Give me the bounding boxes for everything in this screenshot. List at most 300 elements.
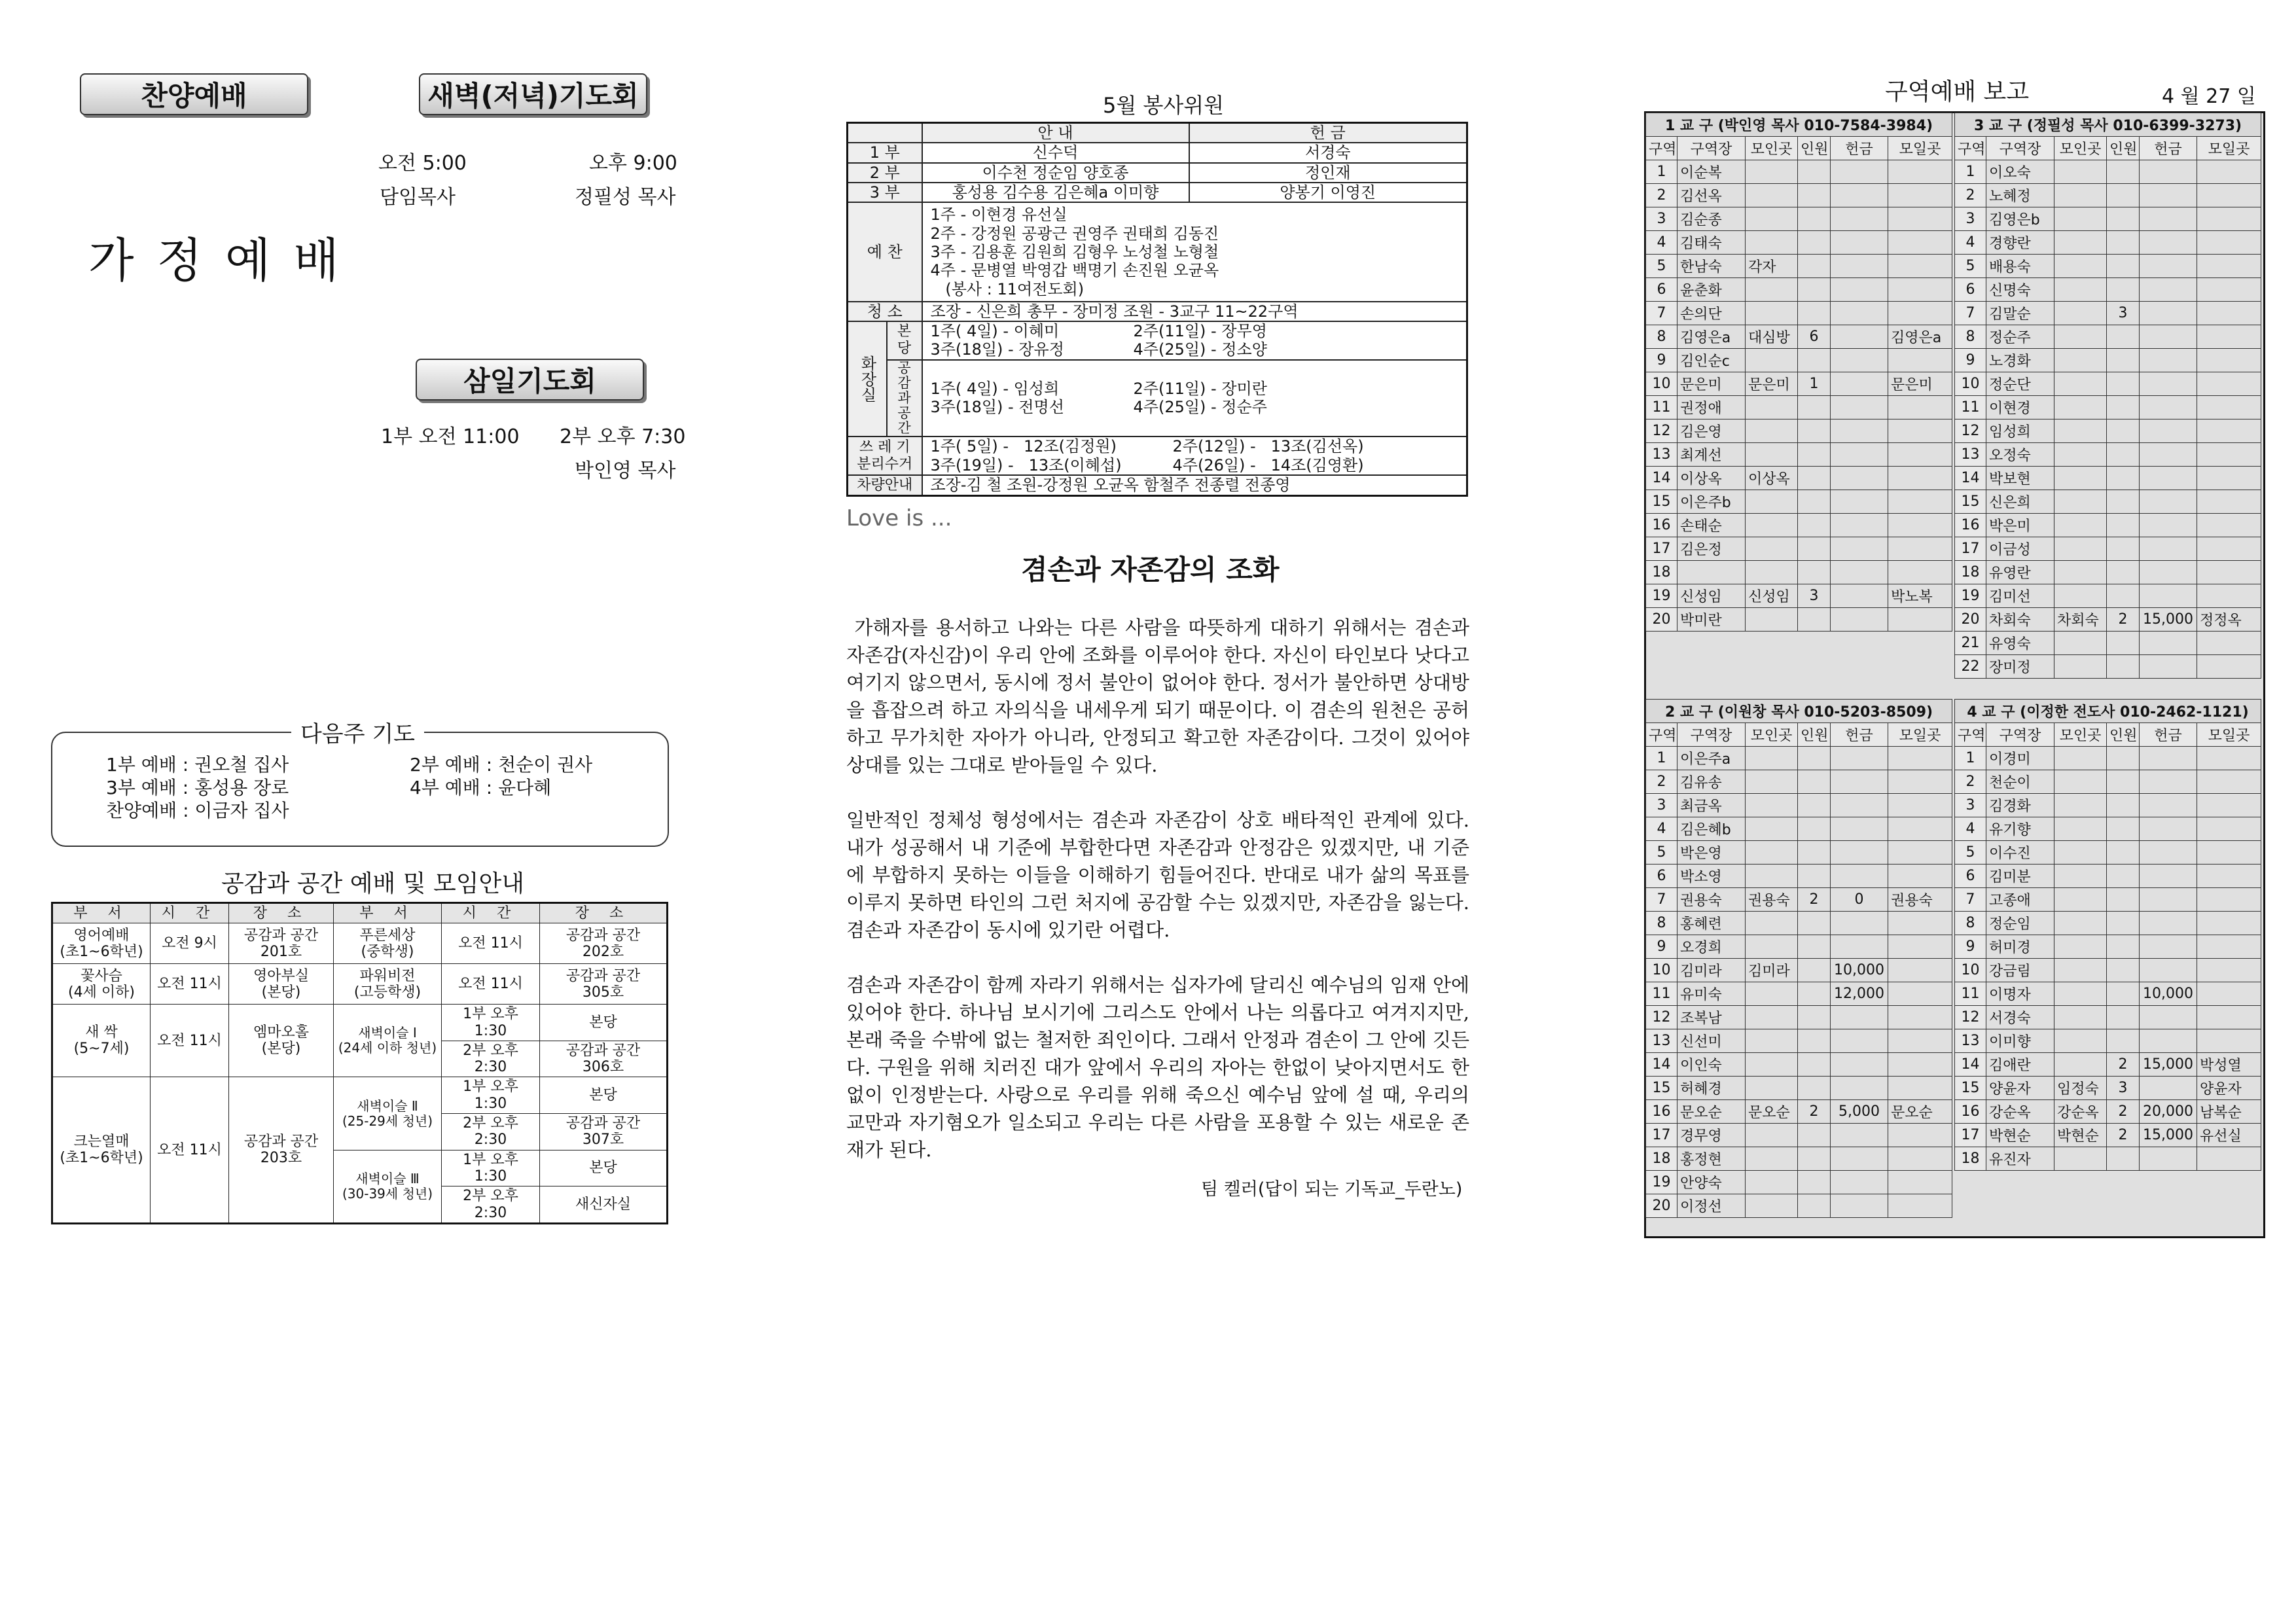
district-caption: 1 교 구 (박인영 목사 010-7584-3984): [1646, 113, 1952, 137]
district-cell: [2054, 278, 2107, 302]
district-cell: 문은미: [1746, 372, 1798, 396]
district-cell: [1746, 817, 1798, 841]
district-cell: [2107, 1147, 2140, 1171]
table-row: [1955, 1100, 2261, 1124]
restroom-entry: 4주(25일) - 정순주: [1133, 398, 1267, 417]
district-cell: 손태순: [1677, 514, 1746, 537]
district-cell: 유미숙: [1677, 982, 1746, 1006]
district-cell: [1746, 537, 1798, 561]
district-cell: [2107, 561, 2140, 584]
district-cell: 8: [1646, 912, 1677, 935]
guide-header: 시 간: [151, 903, 229, 923]
district-cell: 0: [1831, 888, 1888, 912]
guide-cell: 크는열매 (초1~6학년): [52, 1077, 151, 1223]
table-row: [1646, 490, 1952, 514]
district-cell: [1831, 1053, 1888, 1077]
district-cell: [1888, 537, 1952, 561]
report-date: 4 월 27 일: [2162, 85, 2256, 108]
district-cell: 10: [1955, 372, 1986, 396]
district-column-header: 모일곳: [1888, 723, 1952, 747]
table-row: [1955, 747, 2261, 770]
district-cell: [2054, 184, 2107, 207]
district-cell: 박미란: [1677, 608, 1746, 632]
district-column-header: 구역장: [1677, 137, 1746, 160]
district-cell: [2140, 537, 2197, 561]
district-column-header: 인원: [1798, 137, 1831, 160]
district-cell: [2140, 1029, 2197, 1053]
district-cell: [1831, 817, 1888, 841]
district-column-header: 구역: [1646, 137, 1677, 160]
district-cell: [2054, 794, 2107, 817]
wednesday-leader: 박인영 목사: [575, 459, 676, 482]
restroom-label: 화장실: [848, 321, 887, 437]
guide-cell: 공감과 공간 307호: [540, 1114, 668, 1150]
col-guide-header: 안 내: [922, 123, 1189, 143]
district-cell: 조복남: [1677, 1006, 1746, 1029]
district-cell: 1: [1798, 372, 1831, 396]
district-cell: [2140, 443, 2197, 467]
district-cell: 차회숙: [1986, 608, 2054, 632]
restroom-entry: 1주( 4일) - 이혜미: [930, 322, 1060, 341]
table-row: [1646, 817, 1952, 841]
district-cell: [2054, 231, 2107, 255]
district-cell: [1746, 302, 1798, 325]
district-cell: 문은미: [1677, 372, 1746, 396]
district-cell: [1798, 1006, 1831, 1029]
table-row: [1646, 747, 1952, 770]
district-cell: [2197, 349, 2261, 372]
district-cell: [1798, 608, 1831, 632]
district-cell: [2140, 865, 2197, 888]
district-cell: [1798, 537, 1831, 561]
district-column-header: 구역: [1955, 723, 1986, 747]
district-cell: 최계선: [1677, 443, 1746, 467]
district-cell: 신명숙: [1986, 278, 2054, 302]
district-cell: [2140, 1077, 2197, 1100]
district-cell: 김은정: [1677, 537, 1746, 561]
district-cell: 이수진: [1986, 841, 2054, 865]
table-row: [1955, 231, 2261, 255]
district-cell: [1888, 865, 1952, 888]
district-cell: [1746, 982, 1798, 1006]
district-cell: 남복순: [2197, 1100, 2261, 1124]
district-cell: [2197, 888, 2261, 912]
district-cell: 권정애: [1677, 396, 1746, 419]
district-cell: 17: [1955, 537, 1986, 561]
district-cell: [2140, 632, 2197, 655]
table-row: [1955, 841, 2261, 865]
district-cell: 박성열: [2197, 1053, 2261, 1077]
district-cell: [1798, 443, 1831, 467]
district-cell: [1746, 841, 1798, 865]
district-cell: [1831, 1077, 1888, 1100]
district-cell: 8: [1955, 325, 1986, 349]
district-cell: 김애란: [1986, 1053, 2054, 1077]
district-cell: [2140, 935, 2197, 959]
district-cell: 20: [1646, 1194, 1677, 1218]
district-cell: [2107, 959, 2140, 982]
district-cell: 1: [1646, 747, 1677, 770]
table-row: [1646, 584, 1952, 608]
district-cell: 노혜정: [1986, 184, 2054, 207]
guide-cell: 2부 오후 2:30: [442, 1041, 540, 1077]
district-cell: [2107, 1006, 2140, 1029]
district-cell: 10: [1646, 372, 1677, 396]
district-column-header: 모인곳: [1746, 137, 1798, 160]
district-cell: 15: [1646, 1077, 1677, 1100]
prayer-item: 2부 예배 : 천순이 권사: [410, 754, 593, 776]
district-cell: [1831, 184, 1888, 207]
district-cell: 양윤자: [1986, 1077, 2054, 1100]
district-cell: [2054, 325, 2107, 349]
district-cell: 10: [1646, 959, 1677, 982]
district-cell: 안양숙: [1677, 1171, 1746, 1194]
district-caption: 3 교 구 (정필성 목사 010-6399-3273): [1955, 113, 2261, 137]
district-cell: [1831, 514, 1888, 537]
guide-cell: 엠마오홀 (본당): [229, 1005, 334, 1077]
district-cell: [2107, 537, 2140, 561]
district-cell: 박소영: [1677, 865, 1746, 888]
district-cell: [1888, 184, 1952, 207]
district-cell: 이현경: [1986, 396, 2054, 419]
district-cell: [2140, 490, 2197, 514]
district-cell: [1831, 770, 1888, 794]
district-cell: [2107, 255, 2140, 278]
guide-cell: 푸른세상 (중학생): [334, 923, 442, 964]
district-cell: [2140, 655, 2197, 679]
district-cell: 11: [1646, 982, 1677, 1006]
district-cell: [2054, 514, 2107, 537]
table-row: [1646, 935, 1952, 959]
district-column-header: 인원: [2107, 723, 2140, 747]
district-cell: 김미라: [1677, 959, 1746, 982]
district-cell: 김영은a: [1888, 325, 1952, 349]
district-cell: [1746, 770, 1798, 794]
district-cell: 김유송: [1677, 770, 1746, 794]
district-cell: [2140, 1006, 2197, 1029]
district-cell: [2197, 935, 2261, 959]
table-row: [1646, 302, 1952, 325]
district-cell: 문오순: [1677, 1100, 1746, 1124]
district-cell: [2054, 207, 2107, 231]
district-cell: [1888, 1077, 1952, 1100]
district-cell: [1888, 817, 1952, 841]
district-cell: [2054, 982, 2107, 1006]
love-is-label: Love is ...: [846, 505, 952, 531]
district-cell: [1746, 1124, 1798, 1147]
district-cell: 5: [1646, 841, 1677, 865]
district-cell: 김선옥: [1677, 184, 1746, 207]
district-cell: 1: [1955, 747, 1986, 770]
district-cell: [1746, 1194, 1798, 1218]
district-cell: 2: [2107, 608, 2140, 632]
district-cell: 19: [1646, 584, 1677, 608]
district-cell: [2107, 184, 2140, 207]
district-cell: 강금림: [1986, 959, 2054, 982]
district-cell: 박현순: [2054, 1124, 2107, 1147]
service-guide: 이수천 정순임 양호종: [922, 163, 1189, 183]
district-cell: [1888, 1194, 1952, 1218]
district-cell: [1888, 1006, 1952, 1029]
district-cell: 경향란: [1986, 231, 2054, 255]
district-column-header: 구역장: [1677, 723, 1746, 747]
district-cell: 21: [1955, 632, 1986, 655]
district-2-table: [1645, 699, 1952, 1218]
district-column-header: 모일곳: [2197, 137, 2261, 160]
district-cell: [2054, 1053, 2107, 1077]
district-cell: [1746, 1147, 1798, 1171]
district-cell: 2: [1798, 1100, 1831, 1124]
choir-line: 3주 - 김용훈 김원희 김형우 노성철 노형철: [930, 242, 1219, 261]
district-cell: 3: [1955, 794, 1986, 817]
district-cell: 2: [1646, 184, 1677, 207]
district-cell: [2140, 396, 2197, 419]
district-cell: [2054, 372, 2107, 396]
district-cell: 이오숙: [1986, 160, 2054, 184]
district-cell: 16: [1646, 514, 1677, 537]
restroom-entry: 4주(25일) - 정소양: [1133, 340, 1267, 359]
district-cell: 정정옥: [2197, 608, 2261, 632]
district-cell: 강순옥: [2054, 1100, 2107, 1124]
district-cell: [2197, 537, 2261, 561]
district-cell: 이은주a: [1677, 747, 1746, 770]
district-cell: [2054, 349, 2107, 372]
district-cell: [1831, 278, 1888, 302]
restroom-space-cell: [922, 360, 1467, 437]
district-cell: [1798, 935, 1831, 959]
district-cell: [2197, 841, 2261, 865]
guide-cell: 오전 9시: [151, 923, 229, 964]
service-guide: 신수덕: [922, 143, 1189, 162]
district-cell: [2140, 888, 2197, 912]
district-cell: 17: [1955, 1124, 1986, 1147]
district-cell: 신선미: [1677, 1029, 1746, 1053]
district-cell: [2140, 467, 2197, 490]
district-1-table: [1645, 113, 1952, 632]
district-cell: [1888, 302, 1952, 325]
district-cell: 20,000: [2140, 1100, 2197, 1124]
district-cell: [2054, 1147, 2107, 1171]
district-cell: [1831, 325, 1888, 349]
guide-cell: 영아부실 (본당): [229, 964, 334, 1005]
district-cell: [2140, 817, 2197, 841]
district-cell: 권용숙: [1746, 888, 1798, 912]
district-cell: [2054, 841, 2107, 865]
district-cell: [1746, 184, 1798, 207]
district-cell: [1746, 747, 1798, 770]
district-cell: [1888, 160, 1952, 184]
district-cell: 2: [2107, 1100, 2140, 1124]
district-cell: [1746, 419, 1798, 443]
district-cell: [1831, 160, 1888, 184]
district-cell: 6: [1955, 865, 1986, 888]
table-row: [1955, 1124, 2261, 1147]
district-cell: [2140, 349, 2197, 372]
district-column-header: 인원: [1798, 723, 1831, 747]
restroom-space-label: 공감과 공간: [887, 360, 922, 437]
district-cell: [1746, 561, 1798, 584]
table-row: [1646, 1077, 1952, 1100]
district-cell: [1831, 584, 1888, 608]
district-cell: 문오순: [1888, 1100, 1952, 1124]
district-cell: [2197, 325, 2261, 349]
district-cell: 정순주: [1986, 325, 2054, 349]
guide-header: 장 소: [540, 903, 668, 923]
district-cell: [2054, 584, 2107, 608]
wednesday-prayer-label: 삼일기도회: [416, 359, 644, 401]
district-cell: [1798, 747, 1831, 770]
trash-entry: 3주(19일) - 13조(이혜섭): [930, 455, 1122, 474]
district-cell: [2054, 1006, 2107, 1029]
district-cell: 경무영: [1677, 1124, 1746, 1147]
district-cell: [1798, 207, 1831, 231]
district-cell: [1831, 794, 1888, 817]
district-cell: [2140, 160, 2197, 184]
table-row: [1955, 325, 2261, 349]
district-column-header: 모일곳: [1888, 137, 1952, 160]
district-cell: [1888, 912, 1952, 935]
district-cell: [1798, 231, 1831, 255]
district-cell: 이은주b: [1677, 490, 1746, 514]
table-row: [1955, 514, 2261, 537]
district-cell: [2197, 1029, 2261, 1053]
table-row: [1955, 1053, 2261, 1077]
district-cell: [2140, 419, 2197, 443]
district-cell: 강순옥: [1986, 1100, 2054, 1124]
district-cell: [2054, 912, 2107, 935]
guide-cell: 새벽이슬 Ⅰ (24세 이하 청년): [334, 1005, 442, 1077]
district-cell: [2054, 160, 2107, 184]
guide-cell: 2부 오후 2:30: [442, 1186, 540, 1224]
district-column-header: 헌금: [2140, 723, 2197, 747]
district-cell: [2140, 1147, 2197, 1171]
district-cell: 10,000: [2140, 982, 2197, 1006]
table-row: [1646, 1100, 1952, 1124]
district-cell: [1798, 419, 1831, 443]
district-cell: 1: [1955, 160, 1986, 184]
service-title: 5월 봉사위원: [1103, 93, 1225, 118]
table-row: [1955, 817, 2261, 841]
service-table: [846, 122, 1468, 497]
district-cell: [1798, 1077, 1831, 1100]
district-cell: [2197, 632, 2261, 655]
district-cell: 11: [1646, 396, 1677, 419]
district-cell: [1888, 255, 1952, 278]
district-cell: [1798, 982, 1831, 1006]
district-cell: [2107, 207, 2140, 231]
district-cell: 임정숙: [2054, 1077, 2107, 1100]
district-cell: [2054, 655, 2107, 679]
district-column-header: 구역장: [1986, 723, 2054, 747]
district-cell: 3: [1798, 584, 1831, 608]
district-cell: 14: [1955, 1053, 1986, 1077]
district-cell: [1831, 302, 1888, 325]
table-row: [1955, 443, 2261, 467]
district-cell: 유영숙: [1986, 632, 2054, 655]
district-cell: 2: [1955, 770, 1986, 794]
table-row: [1955, 396, 2261, 419]
table-row: [1955, 935, 2261, 959]
district-cell: [1831, 1006, 1888, 1029]
district-cell: 11: [1955, 396, 1986, 419]
guide-header: 부 서: [52, 903, 151, 923]
district-cell: 김미선: [1986, 584, 2054, 608]
district-cell: 2: [1955, 184, 1986, 207]
district-cell: [2054, 255, 2107, 278]
district-cell: 한남숙: [1677, 255, 1746, 278]
district-cell: 유선실: [2197, 1124, 2261, 1147]
district-cell: [1798, 160, 1831, 184]
guide-table: [51, 902, 668, 1224]
table-row: [1646, 982, 1952, 1006]
district-cell: 유영란: [1986, 561, 2054, 584]
district-cell: [2107, 632, 2140, 655]
district-cell: 이상옥: [1677, 467, 1746, 490]
district-cell: [2107, 770, 2140, 794]
guide-cell: 꽃사슴 (4세 이하): [52, 964, 151, 1005]
district-cell: 박보현: [1986, 467, 2054, 490]
district-cell: [1888, 1171, 1952, 1194]
district-4-table: [1954, 699, 2261, 1171]
district-cell: 19: [1955, 584, 1986, 608]
guide-cell: 2부 오후 2:30: [442, 1114, 540, 1150]
table-row: [1646, 184, 1952, 207]
district-cell: 3: [1646, 794, 1677, 817]
district-cell: 4: [1955, 817, 1986, 841]
district-cell: [1831, 865, 1888, 888]
district-cell: [1746, 490, 1798, 514]
guide-cell: 1부 오후 1:30: [442, 1150, 540, 1186]
district-cell: 대심방: [1746, 325, 1798, 349]
district-cell: [2107, 982, 2140, 1006]
district-cell: 정순단: [1986, 372, 2054, 396]
district-cell: [2054, 888, 2107, 912]
district-cell: [2197, 770, 2261, 794]
table-row: [1955, 302, 2261, 325]
table-row: [1646, 325, 1952, 349]
blank-cell: [848, 123, 922, 143]
district-cell: [2197, 1147, 2261, 1171]
table-row: [1955, 584, 2261, 608]
district-cell: 5: [1955, 255, 1986, 278]
district-cell: [1798, 1171, 1831, 1194]
district-cell: [2140, 514, 2197, 537]
district-cell: [1831, 396, 1888, 419]
district-cell: [1888, 207, 1952, 231]
district-cell: 11: [1955, 982, 1986, 1006]
district-cell: [1888, 396, 1952, 419]
district-cell: 권용숙: [1888, 888, 1952, 912]
table-row: [1955, 959, 2261, 982]
district-cell: [2054, 443, 2107, 467]
guide-cell: 새벽이슬 Ⅱ (25-29세 청년): [334, 1077, 442, 1150]
district-cell: [1746, 160, 1798, 184]
district-cell: 4: [1646, 817, 1677, 841]
district-caption: 2 교 구 (이원창 목사 010-5203-8509): [1646, 700, 1952, 723]
table-row: [1955, 865, 2261, 888]
district-cell: [1888, 349, 1952, 372]
district-cell: 9: [1955, 935, 1986, 959]
essay-paragraph: 겸손과 자존감이 함께 자라기 위해서는 십자가에 달리신 예수님의 임재 안에 있어야 한다. 하나님 보시기에 그리스도 안에서 나는 의롭다고 여겨지지만, 본래 죽을 수밖에 없는 철저한 죄인이다. 그래서 안정과 겸손이 그 안에 깃든다. 구원을 위해 치러진 대가 앞에서 우리의 자아는 한없이 낮아지면서도 한없이 인정받는다. 사랑으로 우리를 위해 죽으신 예수님 앞에 설 때, 우리의 교만과 자기혐오가 일소되고 우리는 다른 사람을 포용할 수 있는 새로운 존재가 된다.: [846, 974, 1469, 1161]
district-cell: 7: [1955, 302, 1986, 325]
district-cell: 최금옥: [1677, 794, 1746, 817]
service-offer: 서경숙: [1189, 143, 1467, 162]
district-cell: [2054, 817, 2107, 841]
district-cell: [1798, 561, 1831, 584]
guide-cell: 공감과 공간 202호: [540, 923, 668, 964]
district-cell: [2054, 561, 2107, 584]
guide-cell: 새신자실: [540, 1186, 668, 1224]
